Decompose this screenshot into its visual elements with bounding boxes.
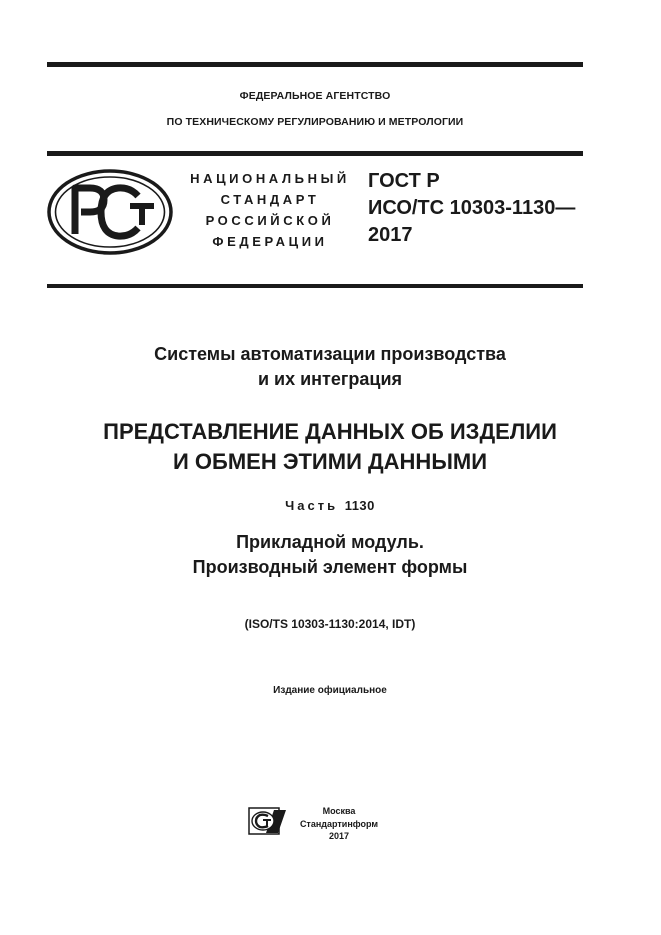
national-standard-line-2: СТАНДАРТ <box>220 192 320 207</box>
national-standard-line-1: НАЦИОНАЛЬНЫЙ <box>190 171 350 186</box>
standard-designation <box>368 168 598 249</box>
edition-label: Издание официальное <box>273 685 387 696</box>
part-label: Часть <box>285 498 339 513</box>
header-rule <box>47 151 583 156</box>
designation-line-1: ГОСТ Р <box>368 170 440 192</box>
series-title-line-1: Системы автоматизации производства <box>154 344 506 364</box>
main-title <box>47 417 613 477</box>
iso-reference: (ISO/TS 10303-1130:2014, IDT) <box>244 617 416 631</box>
publisher-name: Стандартинформ <box>299 818 379 829</box>
publisher-block <box>293 805 385 843</box>
agency-line-2: ПО ТЕХНИЧЕСКОМУ РЕГУЛИРОВАНИЮ И МЕТРОЛОГИИ <box>166 116 464 128</box>
designation-line-3: 2017 <box>368 224 413 246</box>
national-standard-line-3: РОССИЙСКОЙ <box>205 213 335 228</box>
main-title-line-2: И ОБМЕН ЭТИМИ ДАННЫМИ <box>172 449 487 474</box>
rst-certification-mark-icon <box>46 168 174 256</box>
standartinform-logo-icon <box>248 806 288 836</box>
part-title <box>47 530 613 580</box>
designation-line-2: ИСО/ТС 10303-1130— <box>368 197 576 219</box>
national-standard-label <box>184 168 356 252</box>
part-number: 1130 <box>344 498 375 513</box>
main-title-line-1: ПРЕДСТАВЛЕНИЕ ДАННЫХ ОБ ИЗДЕЛИИ <box>103 419 557 444</box>
part-heading <box>47 498 613 513</box>
top-rule <box>47 62 583 67</box>
publisher-year: 2017 <box>328 831 350 841</box>
section-rule <box>47 284 583 288</box>
agency-line-1: ФЕДЕРАЛЬНОЕ АГЕНТСТВО <box>239 90 391 102</box>
part-title-line-1: Прикладной модуль. <box>236 532 424 552</box>
part-title-line-2: Производный элемент формы <box>192 557 468 577</box>
series-title-line-2: и их интеграция <box>257 369 403 389</box>
national-standard-line-4: ФЕДЕРАЦИИ <box>212 234 328 249</box>
series-title <box>47 342 613 392</box>
publisher-city: Москва <box>322 806 356 816</box>
